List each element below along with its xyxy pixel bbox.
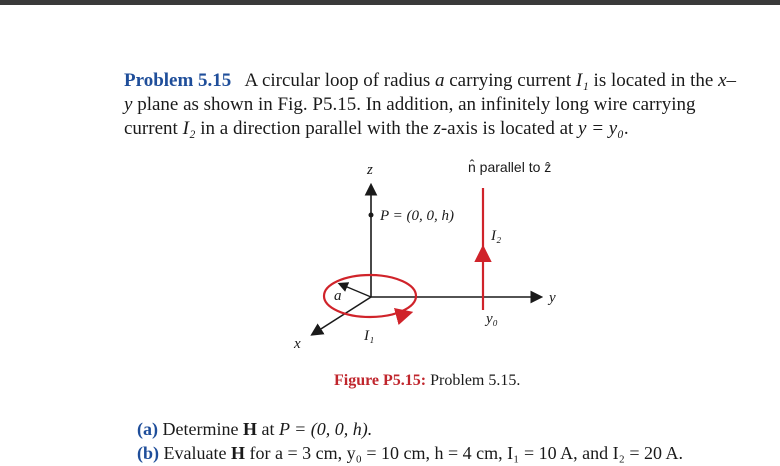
- var-y-eq-y0: y = y₀: [578, 118, 624, 139]
- part-a-point: P = (0, 0, h).: [278, 419, 373, 439]
- part-a-label: (a): [137, 419, 158, 439]
- part-b-values: a = 3 cm, y₀ = 10 cm, h = 4 cm, I₁ = 10 A, and I₂ = 20 A.: [274, 443, 684, 463]
- radius-label: a: [334, 288, 342, 304]
- point-p: [369, 213, 374, 218]
- part-a-H: H: [242, 419, 257, 439]
- caption-text: Problem 5.15.: [426, 372, 521, 389]
- var-a: a: [435, 70, 445, 91]
- part-b: [137, 441, 757, 465]
- wire-current-label: I₂: [491, 228, 502, 244]
- part-a-at: at: [256, 419, 279, 439]
- var-I1: I₁: [575, 70, 589, 91]
- var-z: z: [433, 118, 441, 139]
- loop-current-label: I₁: [364, 328, 375, 344]
- x-axis: [313, 297, 371, 334]
- problem-parts: [137, 417, 757, 465]
- part-b-label: (b): [137, 443, 159, 463]
- var-I2: I₂: [182, 118, 196, 139]
- part-b-H: H: [230, 443, 245, 463]
- part-a-text: Determine: [158, 419, 243, 439]
- z-axis-label: z: [367, 162, 373, 178]
- loop-current-arrow: [398, 313, 409, 316]
- problem-text-4: plane as shown in Fig. P5.15. In addition, an infinitely long wire carrying current: [124, 94, 696, 139]
- problem-text-5: in a direction parallel with the: [195, 118, 434, 139]
- radius-line: [340, 284, 371, 297]
- part-b-text: Evaluate: [159, 443, 231, 463]
- part-a: [137, 417, 757, 441]
- y-axis-label: y: [549, 290, 556, 306]
- y0-label: y₀: [486, 311, 498, 327]
- point-p-label: P = (0, 0, h): [380, 208, 455, 224]
- figure-caption: [334, 372, 520, 390]
- problem-text-6: -axis is located at: [440, 118, 579, 139]
- part-b-for: for: [244, 443, 275, 463]
- x-axis-label: x: [294, 336, 301, 352]
- problem-text-3: is located in the: [588, 70, 719, 91]
- problem-text-1: A circular loop of radius: [244, 70, 435, 91]
- normal-vector-label: n̂ parallel to ẑ: [468, 159, 552, 175]
- caption-label: Figure P5.15:: [334, 372, 427, 389]
- var-xy: x–y: [124, 70, 737, 115]
- problem-title: Problem 5.15: [124, 70, 232, 91]
- problem-text-2: carrying current: [444, 70, 576, 91]
- problem-text-7: .: [623, 118, 629, 139]
